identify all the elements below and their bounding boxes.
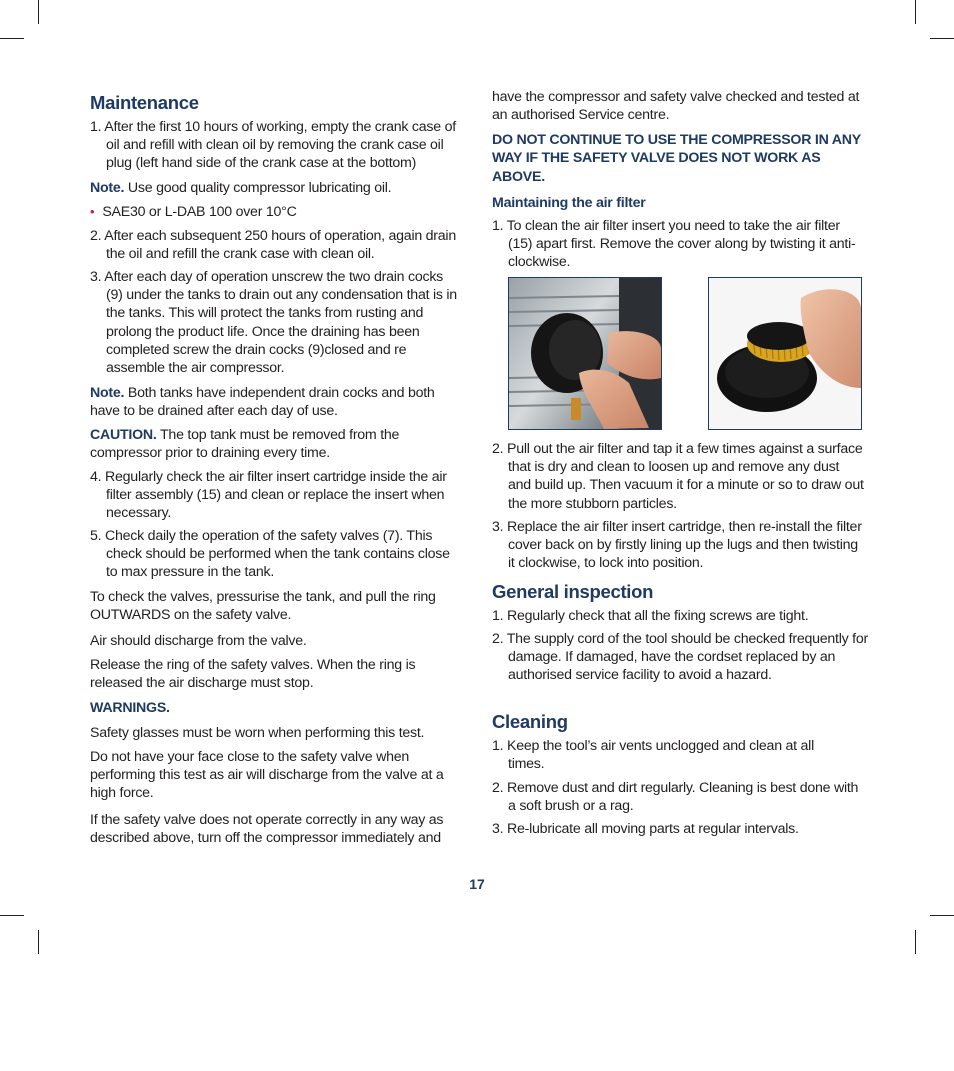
maintenance-heading: Maintenance bbox=[90, 92, 199, 113]
caution-text: The top tank must be removed from the compressor prior to draining every time. bbox=[90, 427, 400, 462]
do-not-continue-warning: DO NOT CONTINUE TO USE THE COMPRESSOR IN ANY WAY IF THE SAFETY VALVE DOES NOT WORK AS ABOVE. bbox=[492, 132, 861, 185]
crop-mark bbox=[930, 38, 954, 39]
warnings-heading: WARNINGS. bbox=[90, 700, 170, 716]
filter-step-3: 3. Replace the air filter insert cartridge, then re-install the filter cover back on by firstly lining up the lugs and then twisting it clockwise, to lock into position. bbox=[492, 519, 862, 572]
para-release: Release the ring of the safety valves. When the ring is released the air discharge must stop. bbox=[90, 657, 416, 692]
bullet-icon: • bbox=[90, 204, 95, 219]
cleaning-item-2: 2. Remove dust and dirt regularly. Cleaning is best done with a soft brush or a rag. bbox=[492, 780, 859, 815]
crop-mark bbox=[38, 930, 39, 954]
bullet-text: SAE30 or L-DAB 100 over 10°C bbox=[102, 204, 297, 220]
para-safety-glasses: Safety glasses must be worn when performing this test. bbox=[90, 725, 425, 741]
page-number: 17 bbox=[469, 876, 485, 892]
general-inspection-heading: General inspection bbox=[492, 581, 654, 602]
crop-mark bbox=[915, 0, 916, 24]
photo-filter-cartridge bbox=[708, 277, 862, 430]
crop-mark bbox=[0, 915, 24, 916]
maintenance-item-1: 1. After the first 10 hours of working, empty the crank case of oil and refill with clean oil by removing the crank case oil plug (left hand side of the crank case at the bottom) bbox=[90, 119, 456, 172]
crop-mark bbox=[930, 915, 954, 916]
note-label: Note. bbox=[90, 385, 125, 401]
photo-filter-cartridge-image bbox=[709, 278, 861, 429]
note-text: Both tanks have independent drain cocks and both have to be drained after each day of use. bbox=[90, 385, 435, 420]
inspection-item-1: 1. Regularly check that all the fixing screws are tight. bbox=[492, 608, 809, 624]
photo-filter-removal-image bbox=[509, 278, 661, 429]
cleaning-item-1: 1. Keep the tool’s air vents unclogged and clean at all times. bbox=[492, 738, 814, 773]
maintenance-item-4: 4. Regularly check the air filter insert cartridge inside the air filter assembly (15) and clean or replace the insert when necessary. bbox=[90, 469, 447, 522]
maintenance-item-2: 2. After each subsequent 250 hours of operation, again drain the oil and refill the crank case with clean oil. bbox=[90, 228, 456, 263]
bullet-oil-grade bbox=[90, 203, 297, 221]
photo-filter-removal bbox=[508, 277, 662, 430]
filter-step-2: 2. Pull out the air filter and tap it a few times against a surface that is dry and clean to loosen up and remove any dust and build up. Then vacuum it for a minute or so to draw out the more stubborn particles. bbox=[492, 441, 864, 512]
cleaning-item-3: 3. Re-lubricate all moving parts at regular intervals. bbox=[492, 821, 799, 837]
cleaning-heading: Cleaning bbox=[492, 711, 568, 732]
note-oil bbox=[90, 179, 391, 197]
maintenance-item-5: 5. Check daily the operation of the safety valves (7). This check should be performed when the tank contains close to max pressure in the tank. bbox=[90, 528, 450, 581]
crop-mark bbox=[38, 0, 39, 24]
caution-note bbox=[90, 426, 458, 462]
crop-mark bbox=[915, 930, 916, 954]
para-continued: have the compressor and safety valve checked and tested at an authorised Service centre. bbox=[492, 89, 860, 124]
air-filter-heading: Maintaining the air filter bbox=[492, 195, 646, 211]
para-check-valves: To check the valves, pressurise the tank, and pull the ring OUTWARDS on the safety valve. bbox=[90, 589, 436, 624]
crop-mark bbox=[0, 38, 24, 39]
note-text: Use good quality compressor lubricating oil. bbox=[124, 180, 392, 196]
inspection-item-2: 2. The supply cord of the tool should be checked frequently for damage. If damaged, have the cordset replaced by an authorised service facility to avoid a hazard. bbox=[492, 631, 868, 684]
para-discharge: Air should discharge from the valve. bbox=[90, 633, 307, 649]
para-turn-off: If the safety valve does not operate correctly in any way as described above, turn off the compressor immediately and bbox=[90, 812, 444, 847]
filter-step-1: 1. To clean the air filter insert you need to take the air filter (15) apart first. Remove the cover along by twisting it anti-clockwise. bbox=[492, 218, 856, 271]
caution-label: CAUTION. bbox=[90, 427, 157, 443]
para-face-distance: Do not have your face close to the safety valve when performing this test as air will discharge from the valve at a high force. bbox=[90, 749, 444, 802]
note-drain-cocks bbox=[90, 384, 458, 420]
maintenance-item-3: 3. After each day of operation unscrew the two drain cocks (9) under the tanks to drain out any condensation that is in the tanks. This will protect the tanks from rusting and prolong the product life. Once the draining has been completed screw the drain cocks (9)closed and re assemble the air compressor. bbox=[90, 269, 457, 377]
note-label: Note. bbox=[90, 180, 125, 196]
